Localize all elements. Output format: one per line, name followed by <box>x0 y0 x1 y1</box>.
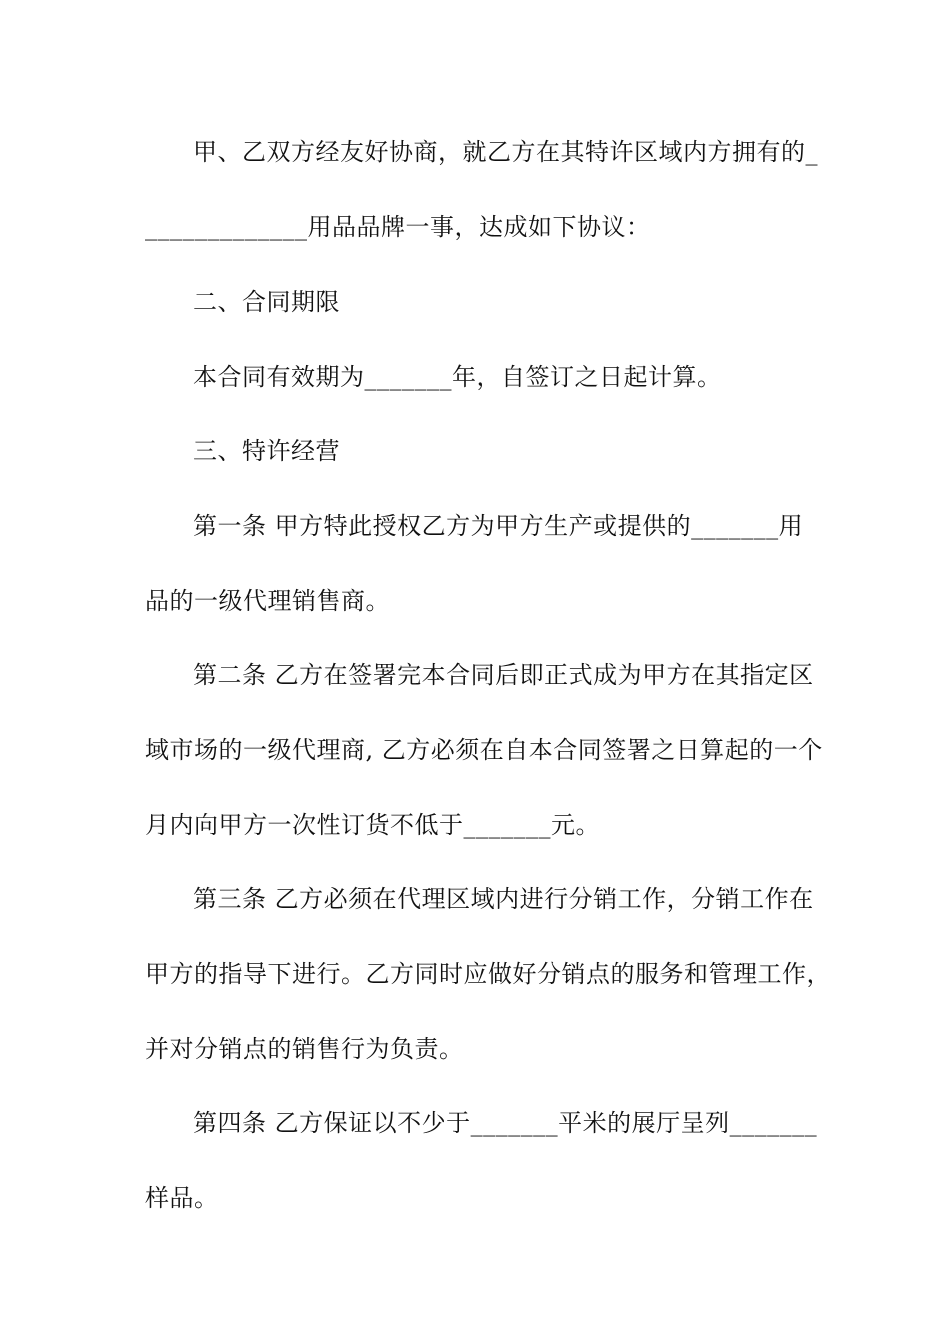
article-2-line-3: 月内向甲方一次性订货不低于_______元。 <box>145 811 600 839</box>
paragraph-term-line-1: 本合同有效期为_______年，自签订之日起计算。 <box>193 363 722 391</box>
section-heading-contract-term: 二、合同期限 <box>193 288 340 316</box>
article-2-line-1: 第二条 乙方在签署完本合同后即正式成为甲方在其指定区 <box>193 661 814 689</box>
paragraph-intro-line-1: 甲、乙双方经友好协商，就乙方在其特许区域内方拥有的_ <box>193 138 818 166</box>
article-4-line-2: 样品。 <box>145 1184 219 1212</box>
article-2-line-2: 域市场的一级代理商, 乙方必须在自本合同签署之日算起的一个 <box>145 736 823 764</box>
article-1-line-2: 品的一级代理销售商。 <box>145 587 390 615</box>
article-1-line-1: 第一条 甲方特此授权乙方为甲方生产或提供的_______用 <box>193 512 804 540</box>
article-4-line-1: 第四条 乙方保证以不少于_______平米的展厅呈列_______ <box>193 1109 818 1137</box>
article-3-line-2: 甲方的指导下进行。乙方同时应做好分销点的服务和管理工作， <box>145 960 831 988</box>
article-3-line-1: 第三条 乙方必须在代理区域内进行分销工作，分销工作在 <box>193 885 814 913</box>
paragraph-intro-line-2: _____________用品品牌一事，达成如下协议： <box>145 213 651 241</box>
article-3-line-3: 并对分销点的销售行为负责。 <box>145 1035 464 1063</box>
section-heading-franchise: 三、特许经营 <box>193 437 340 465</box>
